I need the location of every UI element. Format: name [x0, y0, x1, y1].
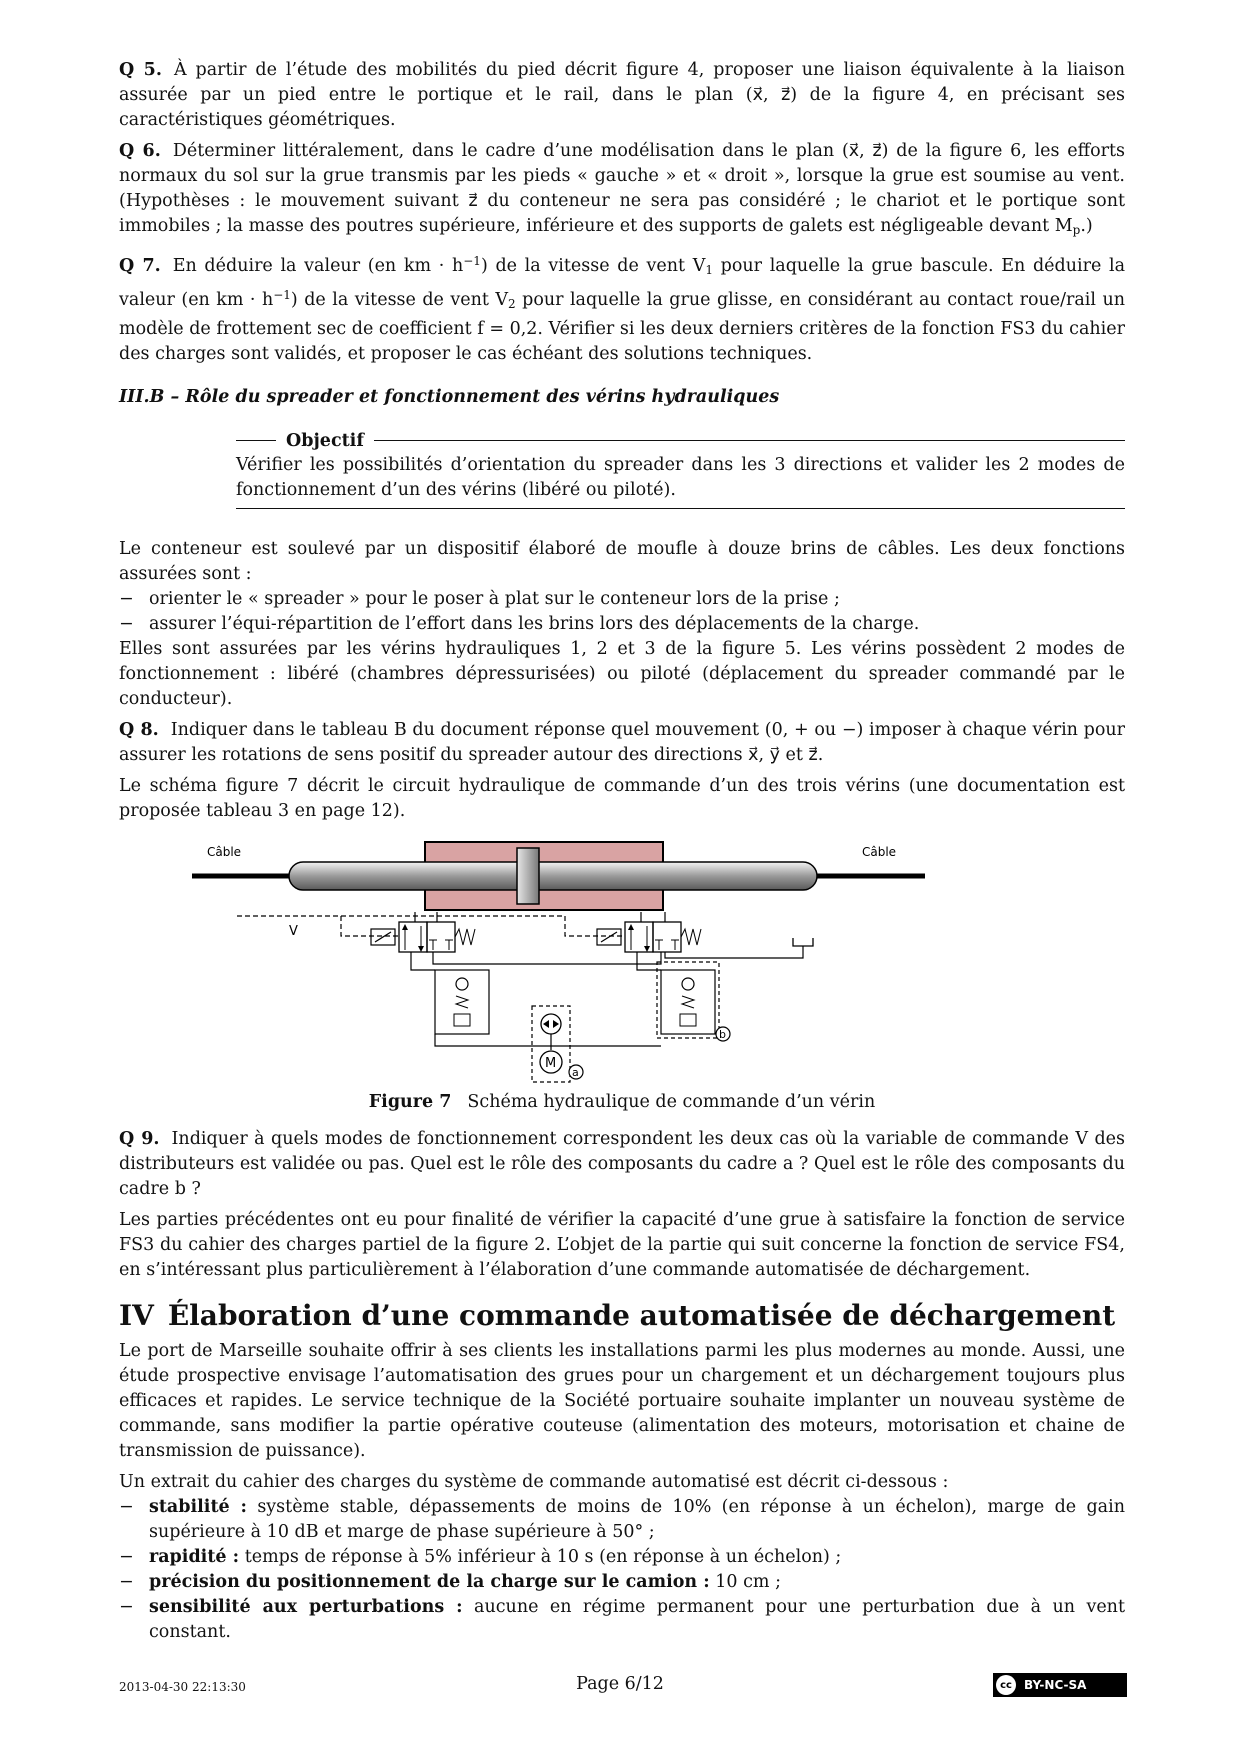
distributor-right — [597, 912, 701, 952]
section-heading-3b: III.B – Rôle du spreader et fonctionnement des vérins hydrauliques — [119, 387, 780, 407]
cable-left-label: Câble — [207, 845, 242, 859]
list-item: − assurer l’équi-répartition de l’effort dans les brins lors des déplacements de la charge. — [119, 614, 920, 634]
pilot-line-v — [237, 916, 399, 936]
criteria-list — [119, 1495, 1125, 1645]
question-8: Q 8. Indiquer dans le tableau B du document réponse quel mouvement (0, + ou −) imposer à chaque vérin pour assurer les rotations de sens positif du spreader autour des directions x⃗, y⃗ et z⃗. — [119, 720, 1125, 765]
page-content — [119, 58, 1125, 1645]
piston — [517, 848, 539, 904]
list-item: − précision du positionnement de la charge sur le camion : 10 cm ; — [119, 1572, 781, 1592]
function-list — [119, 587, 1125, 637]
list-item: − sensibilité aux perturbations : aucune en régime permanent pour une perturbation due à un vent constant. — [119, 1597, 1125, 1642]
question-7: Q 7. En déduire la valeur (en km · $h^{-1}$) de la vitesse de vent $V_1$ pour laquelle la grue bascule. En déduire la valeur (en km · $h^{-1}$) de la vitesse de vent $V_2$ pour laquelle la grue glisse, en considérant au contact roue/rail un modèle de frottement sec de coefficient f = 0,2. Vérifier si les deux derniers critères de la fonction FS3 du cahier des charges sont validés, et proposer le cas échéant des solutions techniques. — [119, 254, 1125, 364]
paragraph-schema: Le schéma figure 7 décrit le circuit hydraulique de commande d’un des trois vérins (une documentation est proposée tableau 3 en page 12). — [119, 776, 1125, 821]
hydraulic-schematic — [119, 834, 1125, 1090]
paragraph-port-marseille: Le port de Marseille souhaite offrir à ses clients les installations parmi les plus modernes au monde. Aussi, une étude prospective envisage l’automatisation des grues pour un chargement et un déchargement toujours plus efficaces et rapides. Le service technique de la Société portuaire souhaite implanter un nouveau système de commande, sans modifier la partie opérative couteuse (alimentation des moteurs, motorisation et chaine de transmission de puissance). — [119, 1341, 1125, 1461]
section-heading-4: IV Élaboration d’une commande automatisée de déchargement — [119, 1299, 1116, 1332]
list-item: − rapidité : temps de réponse à 5% inférieur à 10 s (en réponse à un échelon) ; — [119, 1547, 842, 1567]
frame-b — [657, 962, 719, 1038]
objective-box — [236, 428, 1125, 509]
objective-text: Vérifier les possibilités d’orientation du spreader dans les 3 directions et valider les 2 modes de fonctionnement d’un des vérins (libéré ou piloté). — [236, 453, 1125, 509]
cylinder-rod — [289, 862, 817, 890]
footer-date: 2013-04-30 22:13:30 — [119, 1680, 246, 1694]
question-9: Q 9. Indiquer à quels modes de fonctionnement correspondent les deux cas où la variable de commande V des distributeurs est validée ou pas. Quel est le rôle des composants du cadre a ? Quel est le rôle des composants du cadre b ? — [119, 1129, 1125, 1199]
list-item: − orienter le « spreader » pour le poser à plat sur le conteneur lors de la prise ; — [119, 589, 840, 609]
paragraph-moufle: Le conteneur est soulevé par un dispositif élaboré de moufle à douze brins de câbles. Les deux fonctions assurées sont : — [119, 539, 1125, 584]
question-5: Q 5. À partir de l’étude des mobilités du pied décrit figure 4, proposer une liaison équivalente à la liaison assurée par un pied entre le portique et le rail, dans le plan (x⃗, z⃗) de la figure 4, en précisant ses caractéristiques géométriques. — [119, 60, 1125, 130]
cable-right-label: Câble — [862, 845, 897, 859]
frame-a-label: a — [572, 1066, 579, 1079]
paragraph-transition: Les parties précédentes ont eu pour finalité de vérifier la capacité d’une grue à satisfaire la fonction de service FS3 du cahier des charges partiel de la figure 2. L’objet de la partie qui suit concerne la fonction de service FS4, en s’intéressant plus particulièrement à l’élaboration d’une commande automatisée de déchargement. — [119, 1210, 1125, 1280]
objective-title: Objectif — [286, 430, 364, 451]
v-label: V — [289, 924, 298, 939]
tank-icon — [793, 938, 813, 946]
cc-icon: cc — [996, 1675, 1016, 1695]
license-label: BY-NC-SA — [1024, 1678, 1087, 1692]
list-item: − stabilité : système stable, dépassements de moins de 10% (en réponse à un échelon), marge de gain supérieure à 10 dB et marge de phase supérieure à 50° ; — [119, 1497, 1125, 1542]
paragraph-cahier-extrait: Un extrait du cahier des charges du système de commande automatisé est décrit ci-dessous : — [119, 1472, 949, 1492]
question-6: Q 6. Déterminer littéralement, dans le cadre d’une modélisation dans le plan (x⃗, z⃗) de la figure 6, les efforts normaux du sol sur la grue transmis par les pieds « gauche » et « droit », lorsque la grue est soumise au vent. (Hypothèses : le mouvement suivant z⃗ du conteneur ne sera pas considéré ; le chariot et le portique sont immobiles ; la masse des poutres supérieure, inférieure et des supports de galets est négligeable devant $M_p$.) — [119, 141, 1126, 237]
license-badge — [993, 1673, 1127, 1697]
distributor-left — [371, 912, 475, 952]
motor-label: M — [545, 1056, 557, 1071]
figure-7-hydraulic-diagram — [119, 834, 1125, 1090]
figure-7-caption: Figure 7 Schéma hydraulique de commande d’un vérin — [368, 1092, 876, 1112]
paragraph-verins: Elles sont assurées par les vérins hydrauliques 1, 2 et 3 de la figure 5. Les vérins possèdent 2 modes de fonctionnement : libéré (chambres dépressurisées) ou piloté (déplacement du spreader commandé par le conducteur). — [119, 639, 1125, 709]
frame-b-label: b — [719, 1028, 726, 1041]
page-number: Page 6/12 — [576, 1674, 664, 1694]
